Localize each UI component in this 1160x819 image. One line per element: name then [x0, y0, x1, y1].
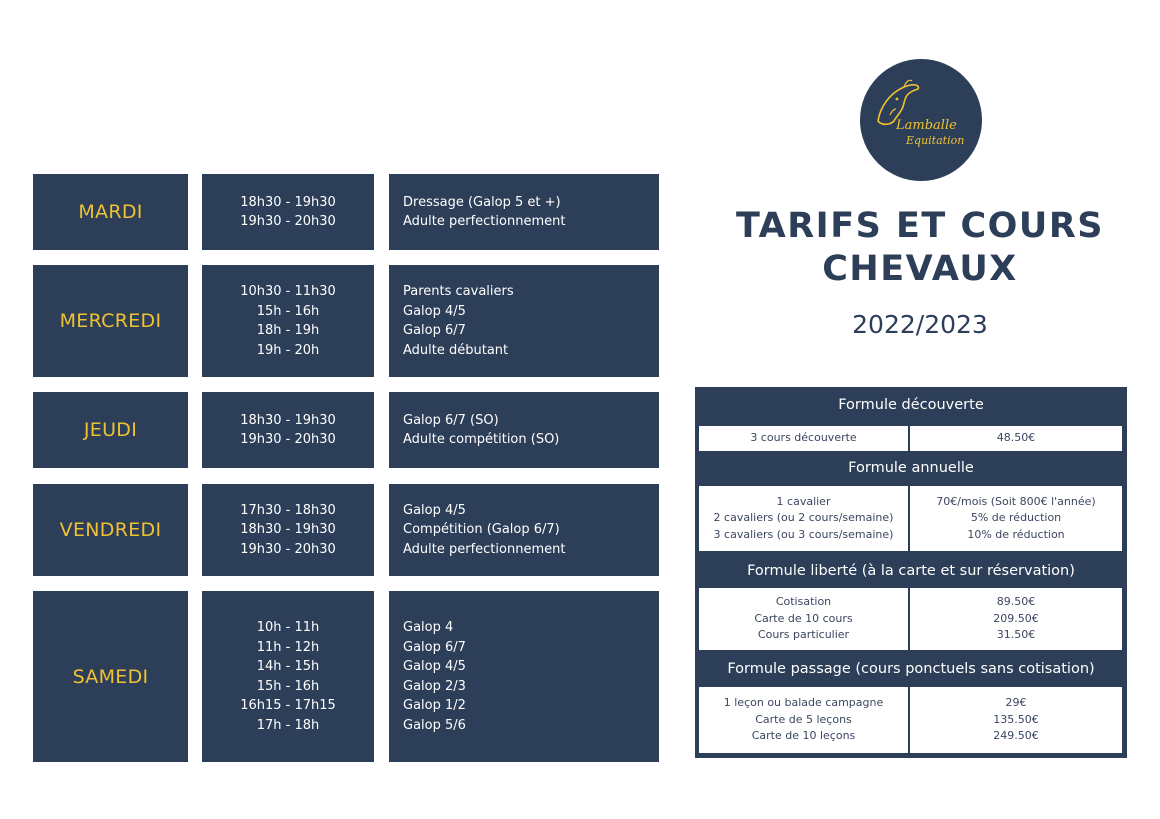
courses-jeudi — [389, 392, 659, 468]
price-value: 5% de réduction — [970, 511, 1062, 525]
price-value: 29€ — [1005, 696, 1027, 710]
courses-mercredi — [389, 265, 659, 377]
course-name: Galop 4 — [403, 620, 454, 635]
course-name: Compétition (Galop 6/7) — [403, 522, 560, 538]
time-slot: 17h30 - 18h30 — [240, 502, 336, 518]
course-name: Dressage (Galop 5 et +) — [403, 194, 561, 210]
pricing-table — [695, 387, 1127, 758]
labels-liberte — [699, 588, 908, 650]
day-label-mardi: MARDI — [33, 174, 188, 250]
price-value: 31.50€ — [996, 628, 1036, 642]
price-label: 1 cavalier — [776, 494, 831, 508]
course-name: Galop 4/5 — [403, 303, 466, 319]
price-value: 209.50€ — [993, 611, 1039, 625]
times-mardi — [202, 174, 374, 250]
labels-passage — [699, 687, 908, 753]
time-slot: 17h - 18h — [256, 717, 320, 733]
horse-head-icon — [860, 59, 982, 181]
section-title-decouverte: Formule découverte — [838, 397, 984, 413]
prices-liberte — [910, 588, 1122, 650]
price-label: Cours particulier — [757, 628, 850, 642]
time-slot: 10h30 - 11h30 — [240, 284, 336, 299]
labels-decouverte — [699, 426, 908, 451]
prices-annuelle — [910, 486, 1122, 551]
price-value: 249.50€ — [993, 729, 1039, 743]
price-label: Carte de 5 leçons — [755, 712, 852, 726]
time-slot: 18h30 - 19h30 — [240, 194, 336, 210]
price-value: 48.50€ — [996, 431, 1036, 445]
price-value: 10% de réduction — [967, 527, 1065, 541]
page-title-line1: TARIFS ET COURS — [735, 206, 1104, 246]
prices-passage — [910, 687, 1122, 753]
price-label: 1 leçon ou balade campagne — [723, 696, 884, 710]
course-name: Adulte compétition (SO) — [403, 432, 560, 447]
price-value: 135.50€ — [993, 712, 1039, 726]
course-name: Galop 2/3 — [403, 678, 466, 694]
day-label-mercredi: MERCREDI — [33, 265, 188, 377]
day-label-vendredi: VENDREDI — [33, 484, 188, 576]
day-label-jeudi: JEUDI — [33, 392, 188, 468]
time-slot: 19h30 - 20h30 — [240, 432, 336, 447]
club-logo — [860, 59, 982, 181]
price-label: Carte de 10 leçons — [751, 729, 856, 743]
page-title-line2: CHEVAUX — [822, 249, 1018, 289]
course-name: Galop 6/7 — [403, 639, 466, 655]
times-samedi — [202, 591, 374, 762]
time-slot: 15h - 16h — [256, 303, 320, 319]
section-title-annuelle: Formule annuelle — [848, 460, 974, 476]
price-value: 70€/mois (Soit 800€ l'année) — [936, 494, 1096, 508]
season-year: 2022/2023 — [852, 310, 988, 339]
times-jeudi — [202, 392, 374, 468]
course-name: Galop 6/7 — [403, 323, 466, 338]
time-slot: 19h30 - 20h30 — [240, 541, 336, 557]
course-name: Galop 5/6 — [403, 717, 466, 733]
time-slot: 11h - 12h — [256, 639, 320, 655]
price-label: 3 cours découverte — [750, 431, 857, 445]
time-slot: 19h30 - 20h30 — [240, 214, 336, 229]
time-slot: 14h - 15h — [256, 659, 320, 674]
time-slot: 18h30 - 19h30 — [240, 412, 336, 428]
labels-annuelle — [699, 486, 908, 551]
course-name: Galop 4/5 — [403, 659, 466, 674]
logo-text-line1: Lamballe — [896, 118, 957, 133]
courses-samedi — [389, 591, 659, 762]
price-value: 89.50€ — [996, 595, 1036, 609]
course-name: Parents cavaliers — [403, 284, 514, 299]
prices-decouverte — [910, 426, 1122, 451]
section-title-passage: Formule passage (cours ponctuels sans cotisation) — [727, 661, 1095, 677]
price-label: Carte de 10 cours — [754, 611, 853, 625]
course-name: Galop 4/5 — [403, 502, 466, 518]
time-slot: 18h - 19h — [256, 323, 320, 338]
price-label: Cotisation — [775, 595, 832, 609]
time-slot: 10h - 11h — [256, 620, 320, 635]
logo-text-line2: Equitation — [906, 134, 965, 147]
course-name: Adulte perfectionnement — [403, 214, 566, 229]
section-title-liberte: Formule liberté (à la carte et sur réservation) — [747, 563, 1075, 579]
time-slot: 19h - 20h — [256, 342, 320, 358]
time-slot: 18h30 - 19h30 — [240, 522, 336, 538]
courses-vendredi — [389, 484, 659, 576]
time-slot: 16h15 - 17h15 — [240, 698, 336, 713]
courses-mardi — [389, 174, 659, 250]
times-vendredi — [202, 484, 374, 576]
price-label: 3 cavaliers (ou 3 cours/semaine) — [713, 527, 894, 541]
course-name: Adulte perfectionnement — [403, 541, 566, 557]
day-label-samedi: SAMEDI — [33, 591, 188, 762]
course-name: Galop 6/7 (SO) — [403, 412, 499, 428]
price-label: 2 cavaliers (ou 2 cours/semaine) — [713, 511, 894, 525]
course-name: Adulte débutant — [403, 342, 509, 358]
times-mercredi — [202, 265, 374, 377]
time-slot: 15h - 16h — [256, 678, 320, 694]
course-name: Galop 1/2 — [403, 698, 466, 713]
